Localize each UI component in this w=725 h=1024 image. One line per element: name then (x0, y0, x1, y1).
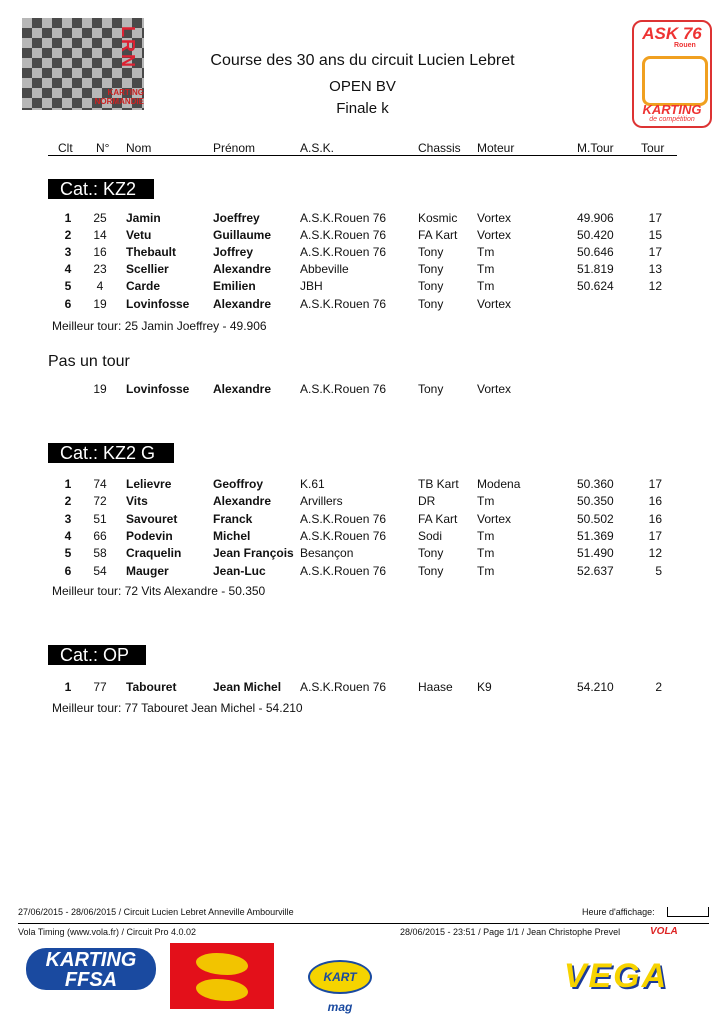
cell-nom: Carde (126, 279, 161, 294)
ask76-logo (632, 20, 712, 128)
cell-clt: 5 (64, 279, 72, 294)
col-num: N° (96, 141, 110, 155)
footer-display-time: Heure d'affichage: (582, 907, 655, 917)
cell-tour: 12 (648, 279, 662, 294)
cell-chassis: Tony (418, 262, 444, 277)
cell-chassis: Kosmic (418, 211, 458, 225)
category-title-kz2g: Cat.: KZ2 G (48, 443, 174, 463)
ask76-logo-top: ASK 76 (642, 24, 702, 43)
footer-software: Vola Timing (www.vola.fr) / Circuit Pro 4.0.02 (18, 927, 197, 937)
cell-prenom: Joffrey (213, 245, 254, 260)
cell-nom: Jamin (126, 211, 161, 225)
cell-moteur: Tm (477, 262, 495, 277)
footer-printed: 28/06/2015 - 23:51 / Page 1/1 / Jean Christophe Prevel (400, 927, 621, 937)
session-name: Finale k (336, 100, 389, 117)
cell-chassis: DR (418, 494, 436, 509)
cell-chassis: Tony (418, 546, 444, 561)
cell-prenom: Alexandre (213, 296, 272, 311)
cell-nom: Savouret (126, 511, 178, 526)
cell-moteur: Vortex (477, 228, 512, 243)
ffsa-logo-line2: FFSA (64, 969, 118, 991)
cell-moteur: Tm (477, 546, 495, 561)
cell-clt: 6 (64, 296, 72, 311)
lion-icon (196, 979, 248, 1001)
header-divider (48, 155, 677, 156)
col-ask: A.S.K. (300, 141, 335, 155)
cell-moteur: K9 (477, 680, 492, 694)
cell-mtour: 50.350 (577, 494, 614, 509)
cell-num: 77 (93, 680, 107, 694)
cell-chassis: Tony (418, 245, 444, 260)
footer-event: 27/06/2015 - 28/06/2015 / Circuit Lucien Lebret Anneville Ambourville (18, 907, 294, 917)
cell-clt: 1 (64, 477, 72, 491)
cell-clt: 3 (64, 511, 72, 526)
cell-chassis: Sodi (418, 528, 443, 543)
cell-mtour: 51.490 (577, 546, 614, 561)
cell-moteur: Modena (477, 477, 521, 491)
cell-moteur: Vortex (477, 511, 512, 526)
cell-num: 25 (93, 211, 107, 225)
display-time-box (667, 907, 709, 917)
cell-clt: 5 (64, 546, 72, 561)
cell-ask: A.S.K.Rouen 76 (300, 528, 387, 543)
cell-mtour: 51.369 (577, 528, 614, 543)
cell-prenom: Joeffrey (213, 211, 260, 225)
cell-chassis: Tony (418, 382, 444, 396)
category-title-op: Cat.: OP (48, 645, 146, 665)
cell-tour: 15 (648, 228, 662, 243)
cell-num: 74 (93, 477, 107, 491)
best-lap-kz2g: Meilleur tour: 72 Vits Alexandre - 50.350 (52, 584, 266, 598)
lrn-logo-text: LRN (118, 26, 138, 69)
cell-moteur: Tm (477, 528, 495, 543)
kart-mag-logo: KART mag (308, 960, 372, 994)
cell-nom: Lovinfosse (126, 382, 190, 396)
lion-icon (196, 953, 248, 975)
cell-prenom: Geoffroy (213, 477, 264, 491)
cell-num: 14 (93, 228, 107, 243)
cell-num: 16 (93, 245, 107, 260)
cell-ask: A.S.K.Rouen 76 (300, 211, 387, 225)
cell-prenom: Michel (213, 528, 251, 543)
col-moteur: Moteur (477, 141, 515, 155)
cell-moteur: Tm (477, 563, 495, 578)
cell-nom: Scellier (126, 262, 169, 277)
cell-nom: Tabouret (126, 680, 177, 694)
cell-ask: Abbeville (300, 262, 349, 277)
cell-chassis: Tony (418, 279, 444, 294)
page-subtitle: OPEN BV (329, 78, 396, 95)
cell-tour: 2 (655, 680, 662, 694)
cell-ask: A.S.K.Rouen 76 (300, 382, 387, 396)
cell-clt: 3 (64, 245, 72, 260)
col-prenom: Prénom (213, 141, 256, 155)
cell-nom: Thebault (126, 245, 176, 260)
best-lap-kz2: Meilleur tour: 25 Jamin Joeffrey - 49.906 (52, 319, 267, 333)
cell-clt: 1 (64, 680, 72, 694)
cell-ask: Besançon (300, 546, 354, 561)
cell-moteur: Tm (477, 494, 495, 509)
cell-nom: Vetu (126, 228, 152, 243)
cell-chassis: Tony (418, 563, 444, 578)
cell-ask: A.S.K.Rouen 76 (300, 511, 387, 526)
lrn-logo-bottom: KARTING NORMANDIE (94, 88, 144, 106)
col-clt: Clt (58, 141, 73, 155)
ask76-logo-sub: de compétition (649, 116, 695, 123)
cell-chassis: Haase (418, 680, 453, 694)
cell-moteur: Tm (477, 279, 495, 294)
cell-prenom: Emilien (213, 279, 256, 294)
cell-prenom: Jean François (213, 546, 294, 561)
cell-num: 4 (96, 279, 104, 294)
cell-tour: 17 (648, 245, 662, 260)
cell-ask: A.S.K.Rouen 76 (300, 245, 387, 260)
cell-tour: 5 (655, 563, 662, 578)
cell-chassis: FA Kart (418, 228, 458, 243)
cell-tour: 17 (648, 477, 662, 491)
cell-chassis: Tony (418, 296, 444, 311)
cell-nom: Vits (126, 494, 148, 509)
cell-chassis: FA Kart (418, 511, 458, 526)
cell-ask: A.S.K.Rouen 76 (300, 680, 387, 694)
cell-mtour: 51.819 (577, 262, 614, 277)
cell-clt: 6 (64, 563, 72, 578)
cell-tour: 16 (648, 494, 662, 509)
cell-nom: Mauger (126, 563, 169, 578)
col-tour: Tour (641, 141, 665, 155)
cell-ask: K.61 (300, 477, 325, 491)
cell-prenom: Guillaume (213, 228, 272, 243)
category-title-kz2: Cat.: KZ2 (48, 179, 154, 199)
cell-tour: 17 (648, 211, 662, 225)
cell-mtour: 50.420 (577, 228, 614, 243)
no-lap-title: Pas un tour (48, 353, 130, 370)
cell-mtour: 50.646 (577, 245, 614, 260)
cell-mtour: 49.906 (577, 211, 614, 225)
cell-ask: JBH (300, 279, 323, 294)
cell-prenom: Alexandre (213, 262, 272, 277)
col-chassis: Chassis (418, 141, 461, 155)
cell-clt: 2 (64, 494, 72, 509)
cell-num: 19 (93, 296, 107, 311)
cell-tour: 16 (648, 511, 662, 526)
cell-num: 58 (93, 546, 107, 561)
cell-tour: 12 (648, 546, 662, 561)
cell-nom: Lovinfosse (126, 296, 190, 311)
cell-num: 23 (93, 262, 107, 277)
col-nom: Nom (126, 141, 152, 155)
cell-mtour: 50.624 (577, 279, 614, 294)
ask76-logo-bottom: KARTING (642, 102, 702, 117)
cell-nom: Craquelin (126, 546, 182, 561)
footer-divider (18, 923, 709, 924)
cell-nom: Lelievre (126, 477, 172, 491)
page-title: Course des 30 ans du circuit Lucien Lebret (210, 52, 515, 69)
cell-moteur: Vortex (477, 382, 512, 396)
cell-ask: Arvillers (300, 494, 343, 509)
normandy-flag (170, 943, 274, 1009)
cell-ask: A.S.K.Rouen 76 (300, 563, 387, 578)
cell-clt: 4 (64, 262, 72, 277)
karting-ffsa-logo (26, 948, 156, 990)
cell-clt: 4 (64, 528, 72, 543)
ask76-logo-city: Rouen (674, 42, 696, 49)
cell-tour: 13 (648, 262, 662, 277)
cell-tour: 17 (648, 528, 662, 543)
cell-chassis: TB Kart (418, 477, 459, 491)
cell-num: 54 (93, 563, 107, 578)
col-mtour: M.Tour (577, 141, 614, 155)
cell-moteur: Tm (477, 245, 495, 260)
cell-moteur: Vortex (477, 296, 512, 311)
cell-num: 72 (93, 494, 107, 509)
best-lap-op: Meilleur tour: 77 Tabouret Jean Michel - 54.210 (52, 701, 303, 715)
cell-clt: 2 (64, 228, 72, 243)
vola-logo: VOLA (650, 926, 678, 937)
cell-num: 66 (93, 528, 107, 543)
vega-logo: VEGA (563, 957, 669, 995)
cell-moteur: Vortex (477, 211, 512, 225)
cell-mtour: 50.360 (577, 477, 614, 491)
cell-ask: A.S.K.Rouen 76 (300, 228, 387, 243)
cell-mtour: 52.637 (577, 563, 614, 578)
cell-num: 19 (93, 382, 107, 396)
cell-prenom: Jean Michel (213, 680, 282, 694)
cell-num: 51 (93, 511, 107, 526)
cell-ask: A.S.K.Rouen 76 (300, 296, 387, 311)
cell-prenom: Franck (213, 511, 253, 526)
cell-mtour: 54.210 (577, 680, 614, 694)
ffsa-logo-line1: KARTING (45, 949, 137, 971)
cell-clt: 1 (64, 211, 72, 225)
cell-prenom: Alexandre (213, 382, 272, 396)
cell-nom: Podevin (126, 528, 173, 543)
cell-mtour: 50.502 (577, 511, 614, 526)
cell-prenom: Alexandre (213, 494, 272, 509)
cell-prenom: Jean-Luc (213, 563, 266, 578)
